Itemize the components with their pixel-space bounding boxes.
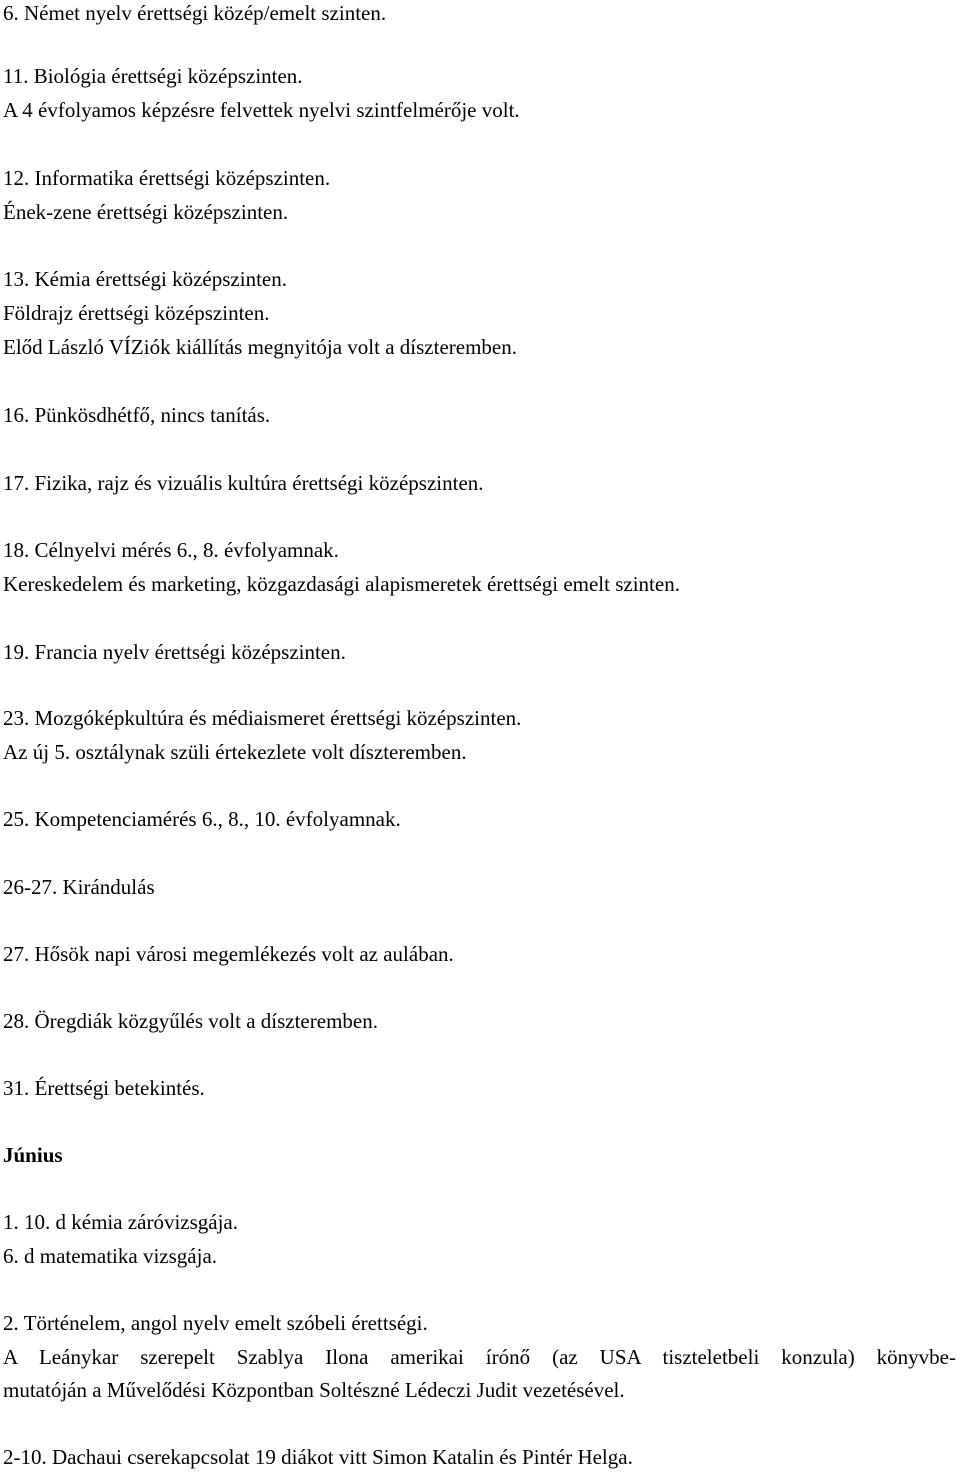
text-line: mutatóján a Művelődési Központban Soltészné Lédeczi Judit vezetésével. <box>3 1378 625 1402</box>
text-line: 26-27. Kirándulás <box>3 875 155 899</box>
text-line: 12. Informatika érettségi középszinten. <box>3 166 331 190</box>
text-line: 1. 10. d kémia záróvizsgája. <box>3 1210 238 1234</box>
text-line: 16. Pünkösdhétfő, nincs tanítás. <box>3 403 271 427</box>
text-line: 6. Német nyelv érettségi közép/emelt szinten. <box>3 1 387 25</box>
text-line: Kereskedelem és marketing, közgazdasági alapismeretek érettségi emelt szinten. <box>3 572 680 596</box>
text-line: 27. Hősök napi városi megemlékezés volt az aulában. <box>3 942 454 966</box>
text-line: A Leánykar szerepelt Szablya Ilona amerikai írónő (az USA tiszteletbeli konzula) könyvbe- <box>3 1345 956 1369</box>
text-line: 17. Fizika, rajz és vizuális kultúra érettségi középszinten. <box>3 471 484 495</box>
text-line: 19. Francia nyelv érettségi középszinten. <box>3 640 346 664</box>
text-line: Az új 5. osztálynak szüli értekezlete volt díszteremben. <box>3 740 467 764</box>
text-line: 25. Kompetenciamérés 6., 8., 10. évfolyamnak. <box>3 807 401 831</box>
text-line: 2. Történelem, angol nyelv emelt szóbeli érettségi. <box>3 1311 428 1335</box>
text-line: 28. Öregdiák közgyűlés volt a díszteremben. <box>3 1009 378 1033</box>
section-heading: Június <box>3 1143 63 1167</box>
text-line: 6. d matematika vizsgája. <box>3 1244 218 1268</box>
text-line: 31. Érettségi betekintés. <box>3 1076 205 1100</box>
text-line: 13. Kémia érettségi középszinten. <box>3 267 287 291</box>
text-line: Ének-zene érettségi középszinten. <box>3 200 289 224</box>
text-line: A 4 évfolyamos képzésre felvettek nyelvi szintfelmérője volt. <box>3 98 520 122</box>
text-line: 11. Biológia érettségi középszinten. <box>3 64 303 88</box>
text-line: Előd László VÍZiók kiállítás megnyitója volt a díszteremben. <box>3 335 517 359</box>
text-line: Földrajz érettségi középszinten. <box>3 301 270 325</box>
text-line: 2-10. Dachaui cserekapcsolat 19 diákot vitt Simon Katalin és Pintér Helga. <box>3 1445 633 1469</box>
text-line: 23. Mozgóképkultúra és médiaismeret érettségi középszinten. <box>3 706 522 730</box>
text-line: 18. Célnyelvi mérés 6., 8. évfolyamnak. <box>3 538 339 562</box>
